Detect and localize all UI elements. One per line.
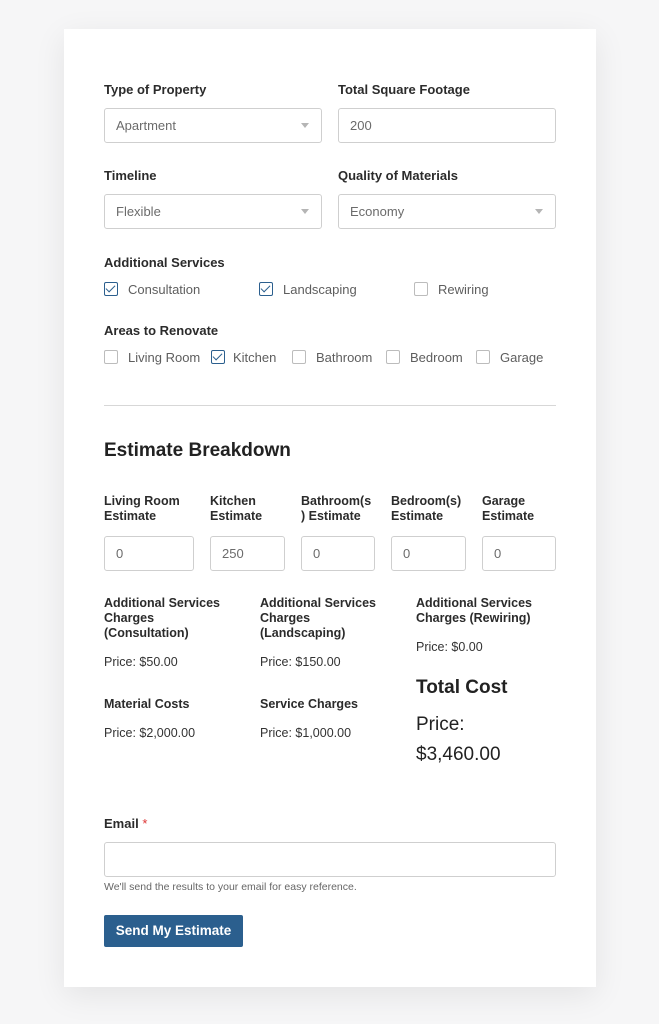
breakdown-title: Estimate Breakdown xyxy=(104,440,291,461)
checkbox-icon[interactable] xyxy=(476,350,490,364)
estimate-value: 0 xyxy=(116,546,124,561)
checkbox-checked-icon[interactable] xyxy=(104,282,118,296)
rewiring-price: Price: $0.00 xyxy=(416,640,483,654)
service-charges-label: Service Charges xyxy=(260,697,358,711)
consultation-charges-label: Additional Services Charges (Consultation) xyxy=(104,596,221,640)
checkbox-checked-icon[interactable] xyxy=(259,282,273,296)
additional-services-label: Additional Services xyxy=(104,255,225,270)
materials-label: Quality of Materials xyxy=(338,168,458,183)
area-option-garage[interactable] xyxy=(476,348,543,366)
area-option-living-room[interactable] xyxy=(104,348,200,366)
estimate-label-living-room: Living Room Estimate xyxy=(104,494,180,523)
area-option-label: Bedroom xyxy=(410,349,463,365)
service-option-rewiring[interactable] xyxy=(414,280,489,298)
chevron-down-icon xyxy=(301,123,309,128)
total-price-label: Price: xyxy=(416,714,465,735)
service-option-label: Landscaping xyxy=(283,281,357,297)
consultation-price: Price: $50.00 xyxy=(104,655,178,669)
send-estimate-button[interactable]: Send My Estimate xyxy=(104,915,243,947)
email-help-text: We'll send the results to your email for easy reference. xyxy=(104,881,357,893)
area-option-label: Garage xyxy=(500,349,544,365)
estimate-input-bedroom[interactable] xyxy=(391,536,466,571)
estimate-value: 0 xyxy=(313,546,321,561)
timeline-value: Flexible xyxy=(116,204,161,219)
service-option-label: Rewiring xyxy=(438,281,489,297)
checkbox-checked-icon[interactable] xyxy=(211,350,225,364)
chevron-down-icon xyxy=(301,209,309,214)
areas-label: Areas to Renovate xyxy=(104,323,219,338)
estimate-form-card xyxy=(64,29,596,987)
estimate-value: 250 xyxy=(222,546,244,561)
service-option-consultation[interactable] xyxy=(104,280,200,298)
total-cost-label: Total Cost xyxy=(416,677,508,698)
estimate-label-bedroom: Bedroom(s) Estimate xyxy=(391,494,462,523)
estimate-input-bathroom[interactable] xyxy=(301,536,375,571)
estimate-input-garage[interactable] xyxy=(482,536,556,571)
required-mark: * xyxy=(142,816,148,831)
estimate-label-bathroom: Bathroom(s ) Estimate xyxy=(301,494,372,523)
estimate-label-garage: Garage Estimate xyxy=(482,494,535,523)
email-label: Email * xyxy=(104,816,148,831)
landscaping-price: Price: $150.00 xyxy=(260,655,341,669)
email-input[interactable] xyxy=(104,842,556,877)
estimate-label-kitchen: Kitchen Estimate xyxy=(210,494,263,523)
estimate-value: 0 xyxy=(403,546,411,561)
property-type-value: Apartment xyxy=(116,118,176,133)
area-option-bedroom[interactable] xyxy=(386,348,463,366)
estimate-value: 0 xyxy=(494,546,502,561)
area-option-bathroom[interactable] xyxy=(292,348,372,366)
material-costs-price: Price: $2,000.00 xyxy=(104,726,196,740)
timeline-select[interactable] xyxy=(104,194,322,229)
area-option-kitchen[interactable] xyxy=(211,348,276,366)
square-footage-input[interactable] xyxy=(338,108,556,143)
section-divider xyxy=(104,405,556,406)
property-type-select[interactable] xyxy=(104,108,322,143)
service-charges-price: Price: $1,000.00 xyxy=(260,726,352,740)
total-cost-price xyxy=(416,710,536,770)
checkbox-icon[interactable] xyxy=(386,350,400,364)
materials-select[interactable] xyxy=(338,194,556,229)
material-costs-label: Material Costs xyxy=(104,697,190,711)
estimate-input-kitchen[interactable] xyxy=(210,536,285,571)
service-option-landscaping[interactable] xyxy=(259,280,357,298)
landscaping-charges-label: Additional Services Charges (Landscaping) xyxy=(260,596,377,640)
total-price-value: $3,460.00 xyxy=(416,744,501,765)
checkbox-icon[interactable] xyxy=(104,350,118,364)
area-option-label: Kitchen xyxy=(233,349,277,365)
materials-value: Economy xyxy=(350,204,405,219)
checkbox-icon[interactable] xyxy=(292,350,306,364)
area-option-label: Living Room xyxy=(128,349,201,365)
area-option-label: Bathroom xyxy=(316,349,373,365)
service-option-label: Consultation xyxy=(128,281,201,297)
square-footage-value: 200 xyxy=(350,118,372,133)
timeline-label: Timeline xyxy=(104,168,157,183)
square-footage-label: Total Square Footage xyxy=(338,82,470,97)
rewiring-charges-label: Additional Services Charges (Rewiring) xyxy=(416,596,533,625)
estimate-input-living-room[interactable] xyxy=(104,536,194,571)
checkbox-icon[interactable] xyxy=(414,282,428,296)
property-type-label: Type of Property xyxy=(104,82,207,97)
chevron-down-icon xyxy=(535,209,543,214)
